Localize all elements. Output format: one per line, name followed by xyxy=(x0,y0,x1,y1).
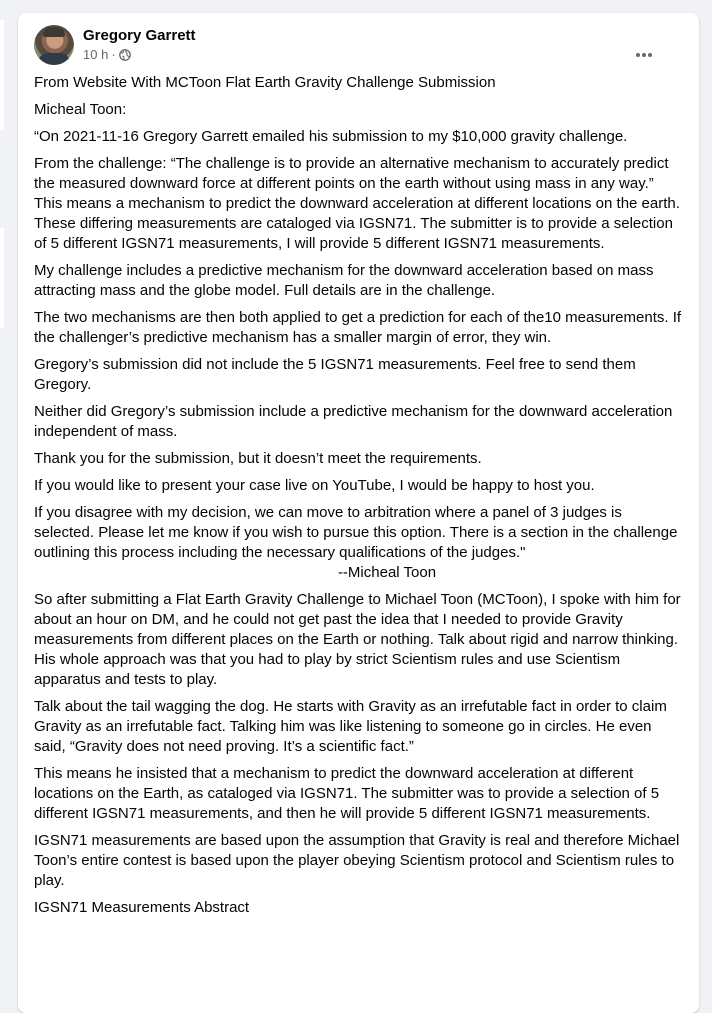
post-paragraph: My challenge includes a predictive mechanism for the downward acceleration based on mass attracting mass and the globe model. Full details are in the challenge. xyxy=(34,262,654,299)
post-paragraph: This means a mechanism to predict the downward acceleration at different locations on the earth. These differing measurements are cataloged via IGSN71. The submitter is to provide a selection of 5 different IGSN71 measurements, I will provide 5 different IGSN71 measurements. xyxy=(34,195,680,252)
post-paragraph: Talk about the tail wagging the dog. He starts with Gravity as an irrefutable fact in order to claim Gravity as an irrefutable fact. Talking him was like listening to someone go in circles. He even said, “Gravity does not need proving. It’s a scientific fact.” xyxy=(34,698,667,755)
avatar[interactable] xyxy=(34,25,74,65)
post-paragraph: From the challenge: “The challenge is to provide an alternative mechanism to accurately predict the measured downward force at different points on the earth without using mass in any way.” xyxy=(34,155,669,192)
meta-separator: · xyxy=(111,47,116,62)
post-paragraph: Micheal Toon: xyxy=(34,101,127,118)
post-paragraph: The two mechanisms are then both applied to get a prediction for each of the10 measurements. If the challenger’s predictive mechanism has a smaller margin of error, they win. xyxy=(34,309,682,346)
background-card-edge xyxy=(0,20,4,130)
post-text xyxy=(34,73,684,925)
post-paragraph: IGSN71 measurements are based upon the assumption that Gravity is real and therefore Michael Toon’s entire contest is based upon the player obeying Scientism protocol and Scientism rules to play. xyxy=(34,832,680,889)
more-options-icon xyxy=(635,52,653,58)
post-paragraph: So after submitting a Flat Earth Gravity Challenge to Michael Toon (MCToon), I spoke with him for about an hour on DM, and he could not get past the idea that I needed to provide Gravity measurements from different places on the Earth or nothing. Talk about rigid and narrow thinking. His whole approach was that you had to play by strict Scientism rules and use Scientism apparatus and tests to play. xyxy=(34,591,681,688)
post-card xyxy=(18,13,699,1013)
globe-icon[interactable] xyxy=(119,49,131,61)
post-paragraph: “On 2021-11-16 Gregory Garrett emailed his submission to my $10,000 gravity challenge. xyxy=(34,128,628,145)
avatar-shirt xyxy=(38,53,70,65)
post-paragraph: From Website With MCToon Flat Earth Gravity Challenge Submission xyxy=(34,74,496,91)
background-strip xyxy=(0,0,14,999)
background-card-edge xyxy=(0,228,4,328)
post-header xyxy=(34,25,674,65)
post-meta xyxy=(83,47,131,62)
post-paragraph: If you would like to present your case live on YouTube, I would be happy to host you. xyxy=(34,477,595,494)
post-paragraph: Gregory’s submission did not include the 5 IGSN71 measurements. Feel free to send them Gregory. xyxy=(34,356,636,393)
post-time[interactable]: 10 h xyxy=(83,47,109,62)
signature: --Micheal Toon xyxy=(337,564,437,581)
post-paragraph: Thank you for the submission, but it doesn’t meet the requirements. xyxy=(34,450,482,467)
more-options-button[interactable] xyxy=(628,43,660,67)
post-paragraph: If you disagree with my decision, we can move to arbitration where a panel of 3 judges is selected. Please let me know if you wish to pursue this option. There is a section in the challenge outlining this process including the necessary qualifications of the judges." xyxy=(34,504,678,561)
post-paragraph: This means he insisted that a mechanism to predict the downward acceleration at different locations on the Earth, as cataloged via IGSN71. The submitter was to provide a selection of 5 different IGSN71 measurements, and then he will provide 5 different IGSN71 measurements. xyxy=(34,765,660,822)
post-paragraph: Neither did Gregory’s submission include a predictive mechanism for the downward acceleration independent of mass. xyxy=(34,403,673,440)
post-paragraph: IGSN71 Measurements Abstract xyxy=(34,899,250,916)
avatar-hat xyxy=(43,27,65,37)
author-name[interactable]: Gregory Garrett xyxy=(83,27,196,44)
